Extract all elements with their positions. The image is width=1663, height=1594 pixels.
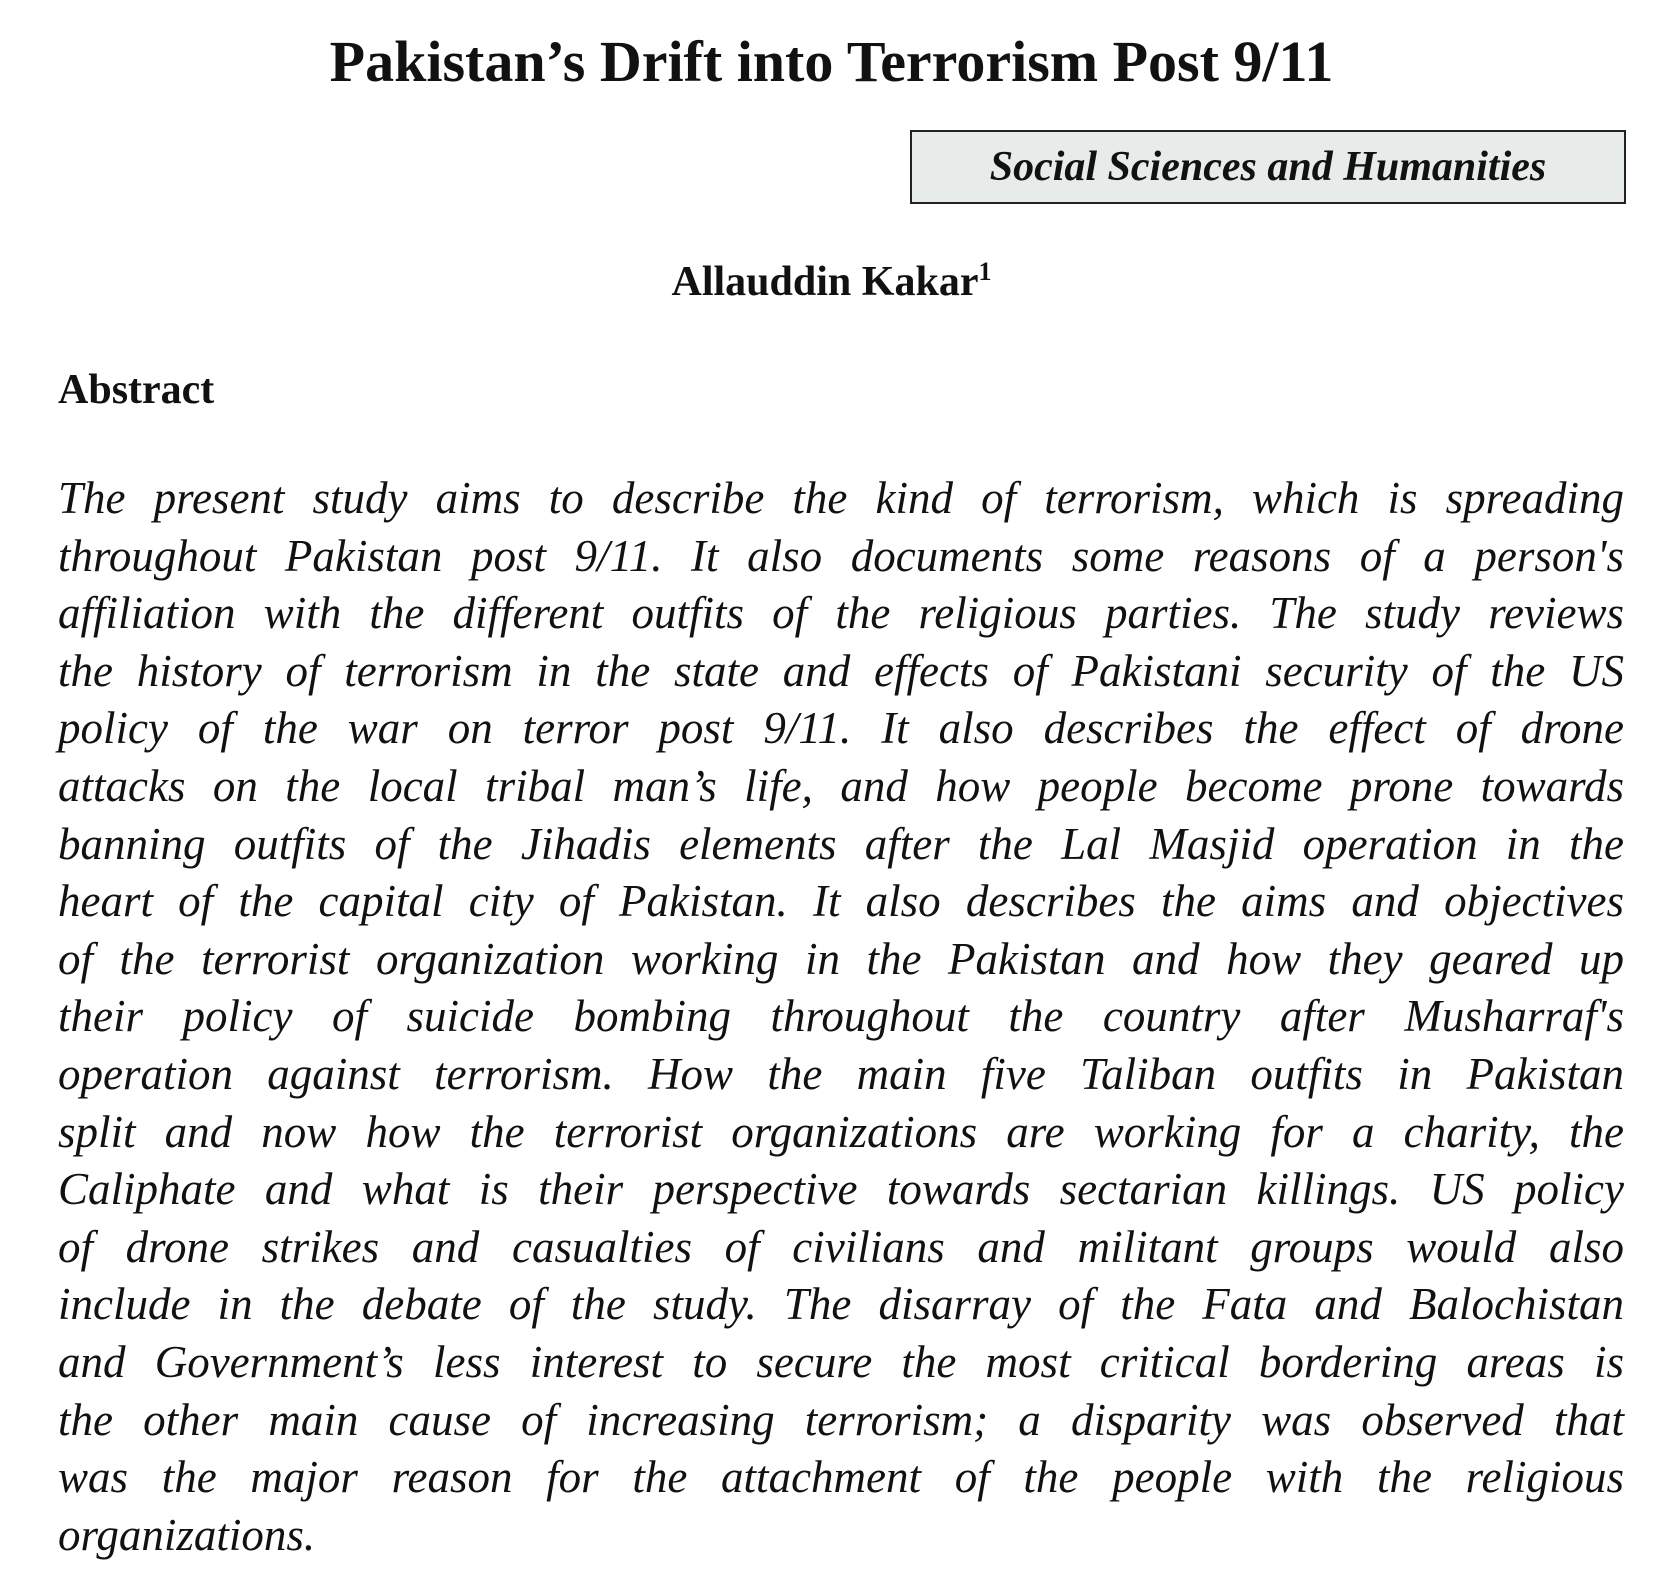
author-name: Allauddin Kakar bbox=[671, 259, 979, 305]
abstract-line: banning outfits of the Jihadis elements after the Lal Masjid operation in the bbox=[58, 818, 1624, 869]
abstract-line: affiliation with the different outfits of the religious parties. The study reviews bbox=[58, 588, 1624, 639]
abstract-line: split and now how the terrorist organizations are working for a charity, the bbox=[58, 1106, 1624, 1157]
abstract-heading: Abstract bbox=[58, 367, 215, 413]
abstract-line: and Government’s less interest to secure the most critical bordering areas is bbox=[58, 1336, 1624, 1387]
paper-title: Pakistan’s Drift into Terrorism Post 9/11 bbox=[329, 29, 1334, 94]
abstract-line: the other main cause of increasing terrorism; a disparity was observed that bbox=[58, 1394, 1624, 1445]
abstract-line: policy of the war on terror post 9/11. It also describes the effect of drone bbox=[58, 703, 1624, 754]
abstract-body bbox=[58, 470, 1624, 1564]
abstract-line: Caliphate and what is their perspective towards sectarian killings. US policy bbox=[58, 1164, 1624, 1215]
abstract-line: organizations. bbox=[58, 1509, 316, 1560]
author-affiliation-mark: 1 bbox=[978, 257, 992, 286]
abstract-line: heart of the capital city of Pakistan. It also describes the aims and objectives bbox=[58, 876, 1624, 927]
category-badge bbox=[910, 130, 1626, 204]
abstract-line: their policy of suicide bombing throughout the country after Musharraf's bbox=[58, 991, 1624, 1042]
abstract-line: include in the debate of the study. The disarray of the Fata and Balochistan bbox=[58, 1279, 1624, 1330]
abstract-line: the history of terrorism in the state and effects of Pakistani security of the US bbox=[58, 645, 1624, 696]
author-line bbox=[0, 252, 1663, 312]
category-label: Social Sciences and Humanities bbox=[989, 144, 1547, 190]
abstract-line: attacks on the local tribal man’s life, and how people become prone towards bbox=[58, 760, 1624, 811]
abstract-line: The present study aims to describe the kind of terrorism, which is spreading bbox=[58, 473, 1624, 523]
abstract-line: of drone strikes and casualties of civilians and militant groups would also bbox=[58, 1221, 1624, 1272]
abstract-line: was the major reason for the attachment of the people with the religious bbox=[58, 1452, 1624, 1503]
abstract-line: of the terrorist organization working in the Pakistan and how they geared up bbox=[58, 933, 1624, 984]
abstract-line: throughout Pakistan post 9/11. It also documents some reasons of a person's bbox=[58, 530, 1624, 581]
abstract-line: operation against terrorism. How the main five Taliban outfits in Pakistan bbox=[58, 1048, 1624, 1099]
